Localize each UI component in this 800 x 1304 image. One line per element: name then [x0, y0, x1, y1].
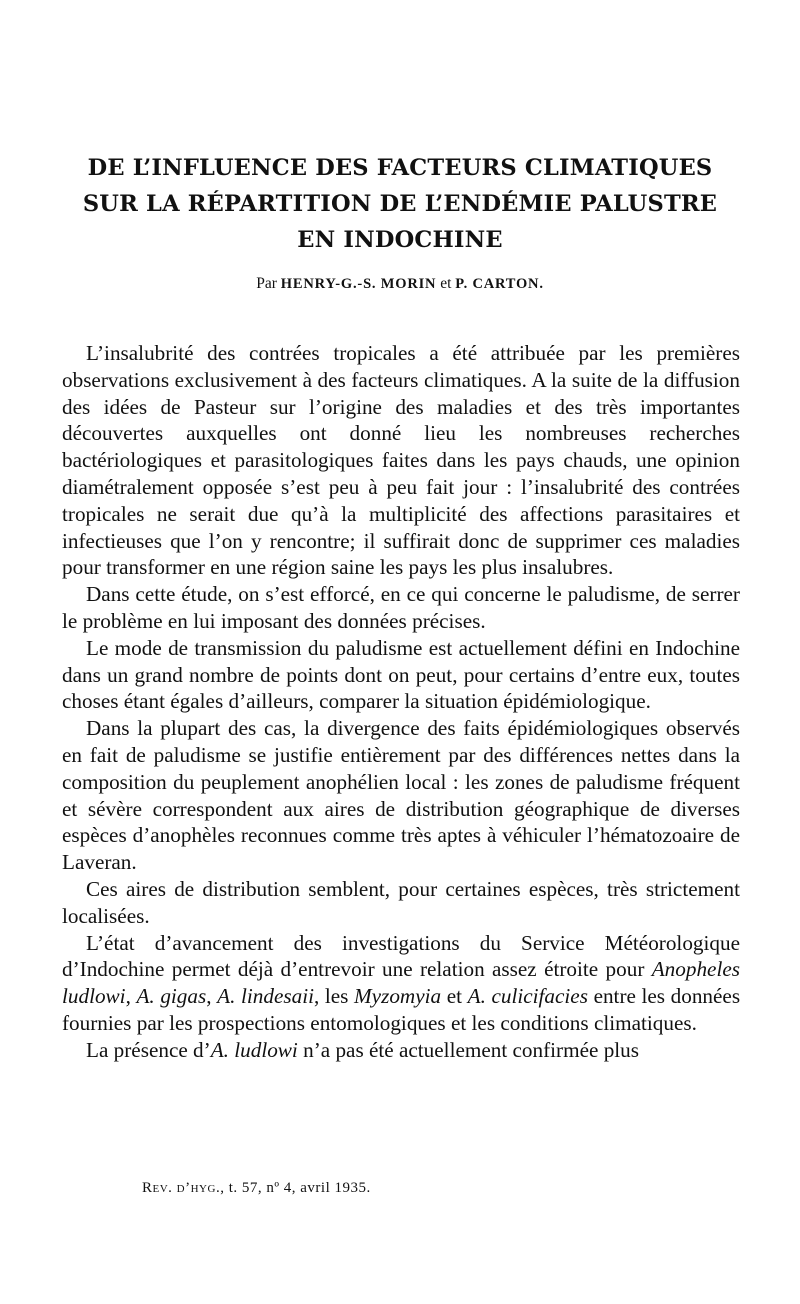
title-line-3: EN INDOCHINE [297, 227, 503, 253]
title-line-2: SUR LA RÉPARTITION DE L’ENDÉMIE PALUSTRE [82, 191, 718, 217]
species-name: A. lindesaii [217, 984, 314, 1009]
separator: , [206, 984, 212, 1009]
paragraph-6-text-a: L’état d’avancement des investigations du Service Météorologique d’Indochine permet déjà d’entrevoir une relation assez étroite pour [62, 930, 740, 982]
paragraph-2: Dans cette étude, on s’est efforcé, en ce qui concerne le paludisme, de serrer le problème en lui imposant des données précises. [62, 582, 740, 633]
separator: et [446, 984, 463, 1009]
journal-footer [142, 1180, 371, 1197]
separator: , [125, 984, 131, 1009]
byline-conjunction: et [440, 275, 452, 292]
species-name: A. culicifacies [467, 984, 588, 1009]
species-name: A. ludlowi [210, 1037, 298, 1062]
journal-name: Rev. d’hyg., [142, 1180, 225, 1196]
paragraph-6-text-b: entre les données fournies par les prospections entomologiques et les conditions climatiques. [62, 984, 741, 1035]
paragraph-5: Ces aires de distribution semblent, pour certaines espèces, très strictement localisées. [62, 876, 740, 928]
separator: , les [313, 984, 349, 1009]
author-1: HENRY-G.-S. MORIN [280, 276, 437, 292]
species-name: A. gigas [136, 984, 207, 1009]
paragraph-3: Le mode de transmission du paludisme est actuellement défini en Indochine dans un grand nombre de points dont on peut, pour certains d’entre eux, toutes choses étant égales d’ailleurs, comparer la situation épidémiologique. [62, 635, 740, 714]
paragraph-1: L’insalubrité des contrées tropicales a été attribuée par les premières observations exclusivement à des facteurs climatiques. A la suite de la diffusion des idées de Pasteur sur l’origine des maladies et des très importantes découvertes auxquelles ont donné lieu les nombreuses recherches bactériologiques et parasitologiques faites dans les pays chauds, une opinion diamétralement opposée s’est peu à peu fait jour : l’insalubrité des contrées tropicales ne serait due qu’à la multiplicité des affections parasitaires et infectieuses que l’on y rencontre; il suffirait donc de supprimer ces maladies pour transformer en une région saine les pays les plus insalubres. [62, 341, 740, 580]
species-name: Anopheles ludlowi [62, 957, 740, 1009]
paragraph-7-text-a: La présence d’ [86, 1037, 211, 1062]
article-body [62, 340, 740, 1064]
title-line-1: DE L’INFLUENCE DES FACTEURS CLIMATIQUES [87, 155, 713, 181]
paragraph-7 [62, 1037, 740, 1064]
paragraph-6 [62, 930, 740, 1037]
paragraph-4: Dans la plupart des cas, la divergence des faits épidémiologiques observés en fait de paludisme se justifie entièrement par des différences nettes dans la composition du peuplement anophélien local : les zones de paludisme fréquent et sévère correspondent aux aires de distribution géographique de diverses espèces d’anophèles reconnues comme très aptes à véhiculer l’hématozoaire de Laveran. [62, 716, 740, 875]
byline [60, 272, 740, 296]
journal-reference: t. 57, nº 4, avril 1935. [228, 1180, 371, 1196]
byline-prefix: Par [256, 275, 277, 292]
paragraph-7-text-b: n’a pas été actuellement confirmée plus [303, 1037, 640, 1062]
article-title [60, 150, 740, 258]
species-name: Myzomyia [354, 984, 442, 1009]
author-2: P. CARTON. [455, 276, 544, 292]
